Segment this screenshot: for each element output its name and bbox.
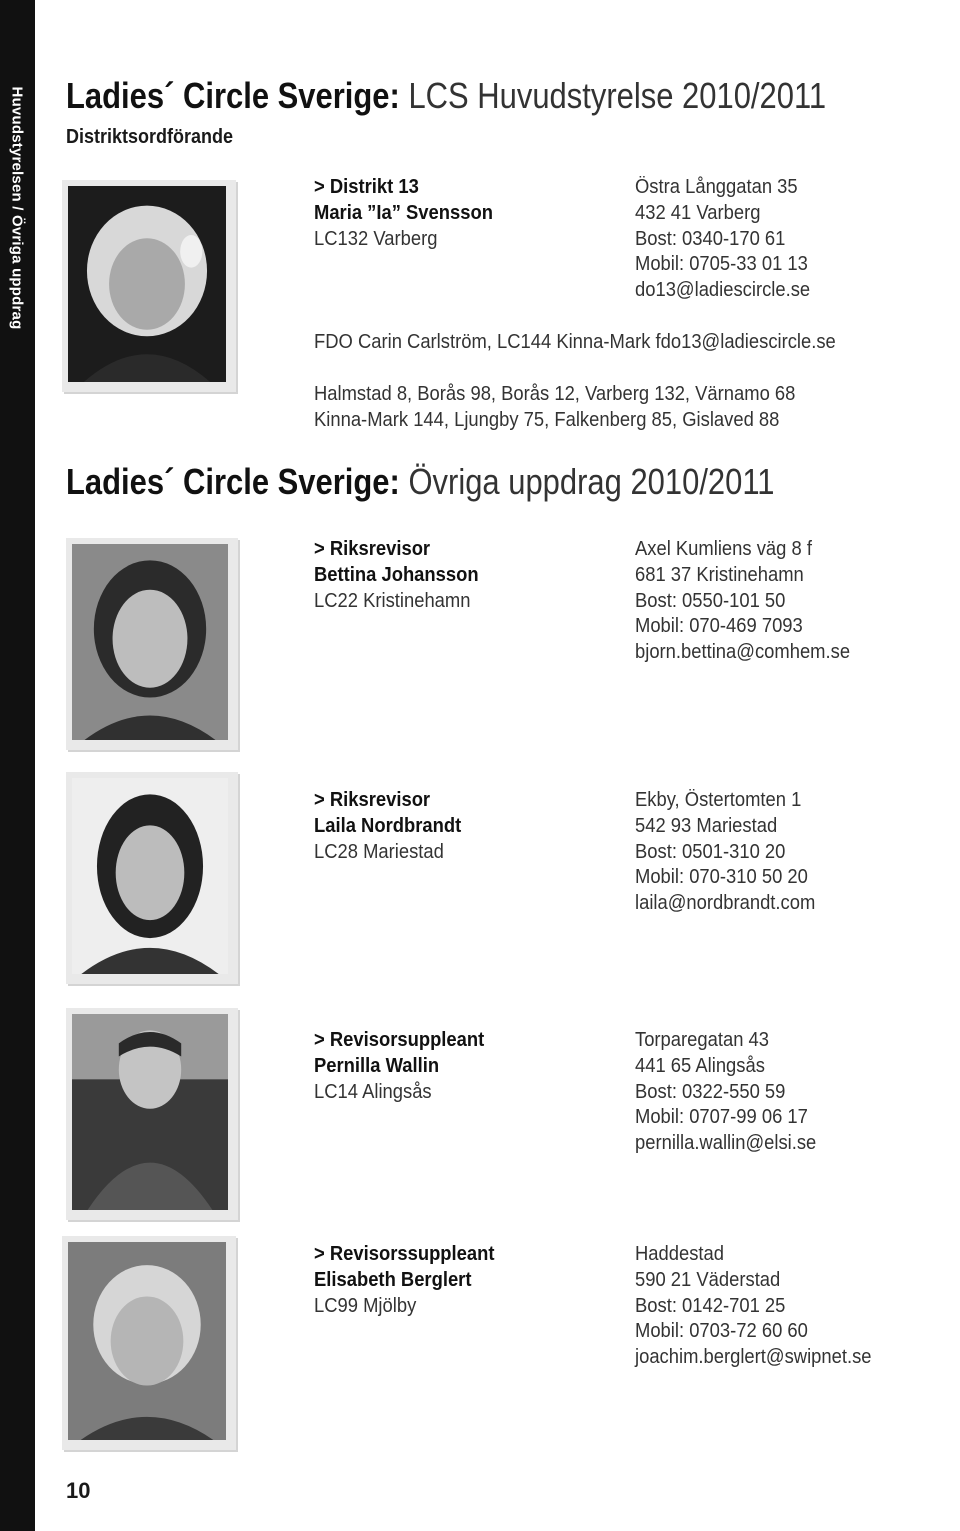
contact-club: LC22 Kristinehamn	[314, 589, 471, 612]
portrait-photo-pernilla	[66, 1008, 238, 1220]
address-mobile: Mobil: 0707-99 06 17	[635, 1106, 808, 1129]
section2-title-brand: Ladies´ Circle Sverige:	[66, 461, 400, 502]
section2-title-rest: Övriga uppdrag 2010/2011	[408, 461, 775, 502]
portrait-photo-distrikt13	[62, 180, 236, 392]
address-city: 590 21 Väderstad	[635, 1268, 781, 1291]
contact-bettina-address	[635, 537, 869, 666]
section2-title	[66, 462, 775, 502]
address-city: 681 37 Kristinehamn	[635, 563, 804, 586]
address-home-phone: Bost: 0550-101 50	[635, 589, 786, 612]
contact-club: LC132 Varberg	[314, 227, 438, 250]
address-city: 441 65 Alingsås	[635, 1054, 765, 1077]
contact-role: > Riksrevisor	[314, 789, 431, 811]
section1-subheading: Distriktsordförande	[66, 126, 234, 148]
contact-club: LC28 Mariestad	[314, 840, 444, 863]
address-street: Haddestad	[635, 1243, 725, 1265]
clubs-line-1: Halmstad 8, Borås 98, Borås 12, Varberg 132, Värnamo 68	[314, 383, 796, 405]
clubs-line-2: Kinna-Mark 144, Ljungby 75, Falkenberg 85, Gislaved 88	[314, 409, 780, 431]
address-street: Ekby, Östertomten 1	[635, 789, 802, 811]
portrait-photo-bettina	[66, 538, 238, 750]
address-street: Axel Kumliens väg 8 f	[635, 538, 812, 560]
contact-pernilla-address	[635, 1028, 832, 1157]
section1-title-brand: Ladies´ Circle Sverige:	[66, 75, 400, 116]
contact-role: > Revisorssuppleant	[314, 1243, 495, 1265]
contact-name: Pernilla Wallin	[314, 1054, 440, 1077]
address-home-phone: Bost: 0501-310 20	[635, 840, 786, 863]
contact-name: Bettina Johansson	[314, 563, 479, 586]
contact-role: > Distrikt 13	[314, 176, 419, 198]
contact-role: > Riksrevisor	[314, 538, 431, 560]
portrait-photo-elisabeth	[62, 1236, 236, 1450]
address-email: do13@ladiescircle.se	[635, 279, 811, 302]
contact-elisabeth-address	[635, 1242, 892, 1371]
address-mobile: Mobil: 0705-33 01 13	[635, 253, 808, 276]
address-home-phone: Bost: 0142-701 25	[635, 1294, 786, 1317]
contact-club: LC99 Mjölby	[314, 1294, 417, 1317]
section1-title-rest: LCS Huvudstyrelse 2010/2011	[408, 75, 827, 116]
contact-role: > Revisorsuppleant	[314, 1029, 485, 1051]
sidebar	[0, 0, 35, 1531]
page-number: 10	[66, 1478, 91, 1503]
contact-name: Elisabeth Berglert	[314, 1268, 472, 1291]
fdo-line: FDO Carin Carlström, LC144 Kinna-Mark fdo13@ladiescircle.se	[314, 331, 836, 353]
contact-pernilla-left	[314, 1028, 499, 1105]
contact-name: Maria ”Ia” Svensson	[314, 201, 493, 224]
address-mobile: Mobil: 0703-72 60 60	[635, 1320, 808, 1343]
contact-club: LC14 Alingsås	[314, 1080, 432, 1103]
contact-name: Laila Nordbrandt	[314, 814, 462, 837]
portrait-photo-laila	[66, 772, 238, 984]
contact-bettina-left	[314, 537, 493, 614]
address-email: bjorn.bettina@comhem.se	[635, 641, 851, 664]
address-email: joachim.berglert@swipnet.se	[635, 1346, 872, 1369]
address-street: Östra Långgatan 35	[635, 176, 798, 198]
address-email: laila@nordbrandt.com	[635, 892, 816, 915]
address-home-phone: Bost: 0340-170 61	[635, 227, 786, 250]
address-mobile: Mobil: 070-310 50 20	[635, 866, 808, 889]
address-home-phone: Bost: 0322-550 59	[635, 1080, 786, 1103]
address-street: Torparegatan 43	[635, 1029, 770, 1051]
address-city: 432 41 Varberg	[635, 201, 761, 224]
contact-laila-address	[635, 788, 831, 917]
sidebar-label: Huvudstyrelsen / Övriga uppdrag	[8, 86, 26, 330]
address-city: 542 93 Mariestad	[635, 814, 778, 837]
contact-laila-left	[314, 788, 474, 865]
contact-distrikt13-address	[635, 175, 825, 304]
address-mobile: Mobil: 070-469 7093	[635, 615, 803, 638]
contact-distrikt13-left	[314, 175, 509, 252]
contact-elisabeth-left	[314, 1242, 510, 1319]
address-email: pernilla.wallin@elsi.se	[635, 1132, 817, 1155]
section1-title	[66, 76, 826, 116]
